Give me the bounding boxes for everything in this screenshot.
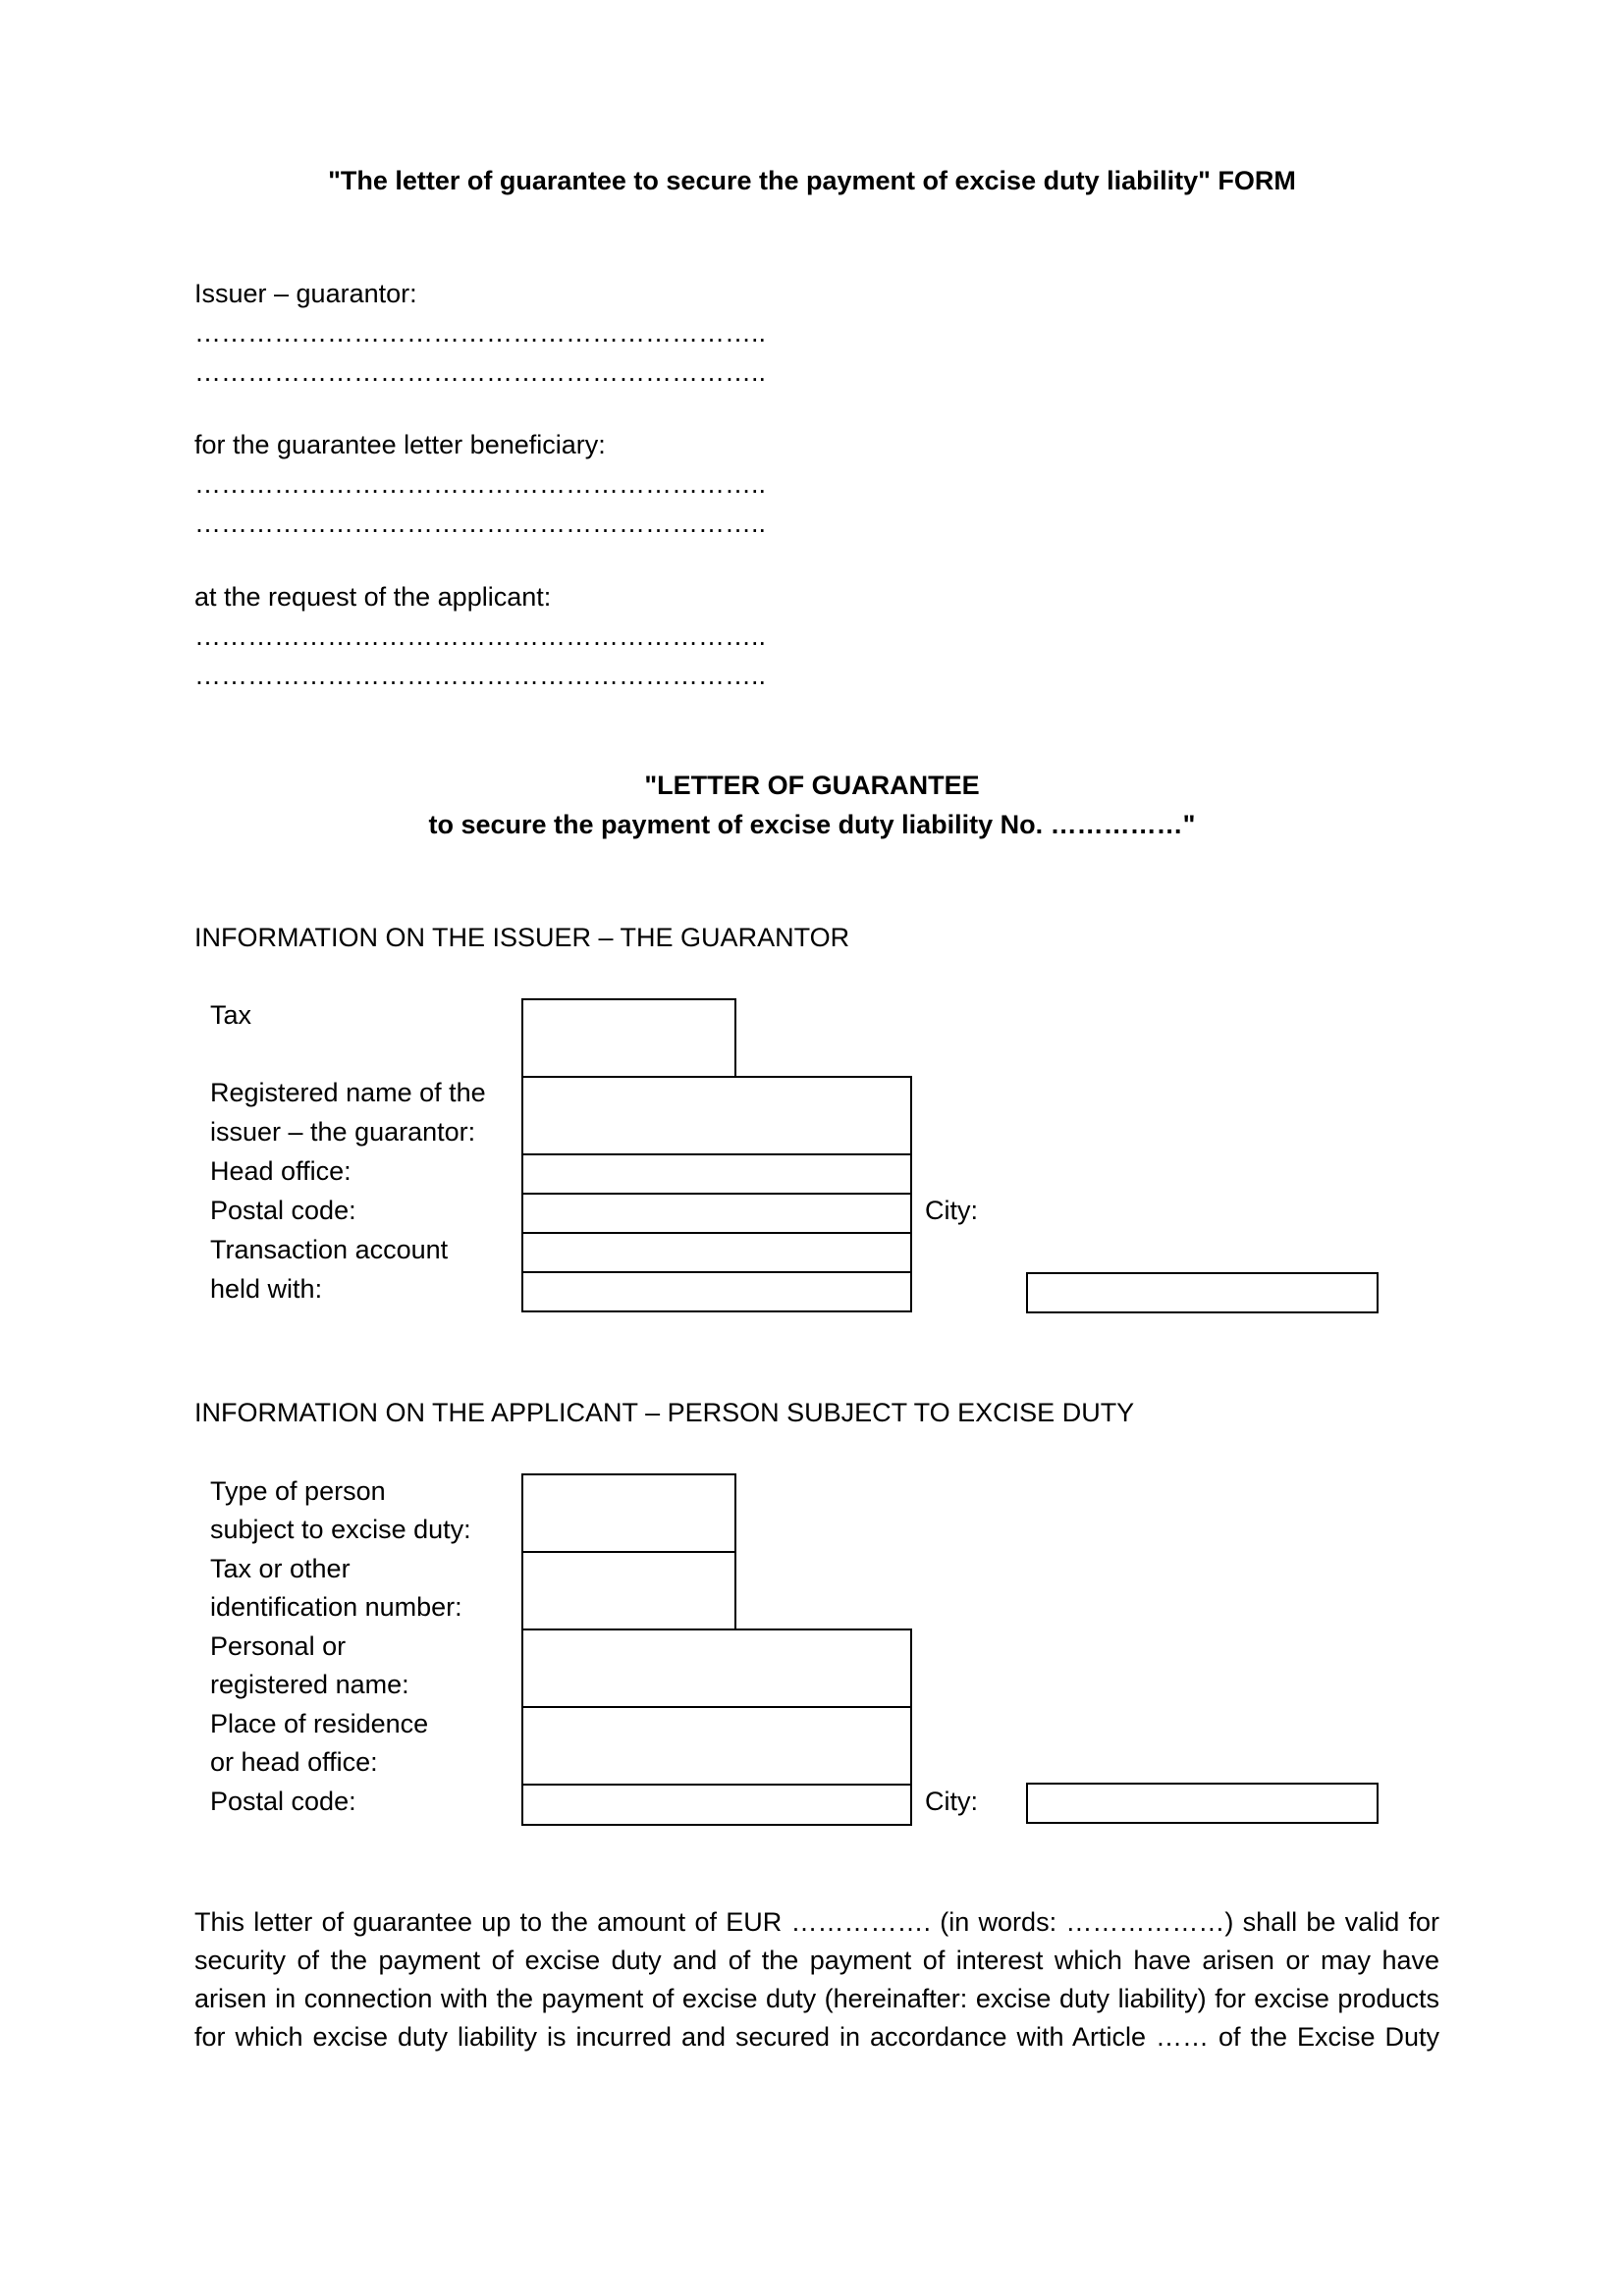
applicant-type-field[interactable] (521, 1473, 736, 1553)
issuer-section-heading: INFORMATION ON THE ISSUER – THE GUARANTOR (194, 923, 850, 952)
applicant-type-label-2: subject to excise duty: (210, 1515, 471, 1544)
applicant-postal-code-field[interactable] (521, 1784, 912, 1826)
applicant-dotted-line-2[interactable]: ……………………………………………………….. (194, 661, 767, 690)
issuer-postal-code-label: Postal code: (210, 1196, 356, 1225)
body-line-2: security of the payment of excise duty and of the payment of interest which have arisen or may have (194, 1946, 1439, 1975)
issuer-postal-code-field[interactable] (521, 1193, 912, 1234)
issuer-tax-field[interactable] (521, 998, 736, 1078)
issuer-name-label-2: issuer – the guarantor: (210, 1117, 476, 1147)
letter-title: "LETTER OF GUARANTEE (644, 771, 980, 800)
applicant-name-label-2: registered name: (210, 1670, 409, 1699)
issuer-tax-label: Tax (210, 1000, 252, 1030)
guarantee-body-paragraph (194, 1903, 1439, 2056)
letter-subtitle: to secure the payment of excise duty liability No. ……………" (428, 810, 1196, 839)
issuer-head-office-label: Head office: (210, 1156, 352, 1186)
applicant-name-label-1: Personal or (210, 1631, 347, 1661)
body-line-4: for which excise duty liability is incurred and secured in accordance with Article …… of the Excise Duty (194, 2022, 1439, 2052)
applicant-section-heading: INFORMATION ON THE APPLICANT – PERSON SUBJECT TO EXCISE DUTY (194, 1398, 1135, 1427)
beneficiary-dotted-line-2[interactable]: ……………………………………………………….. (194, 508, 767, 538)
applicant-name-field[interactable] (521, 1629, 912, 1708)
issuer-account-label-2: held with: (210, 1274, 323, 1304)
body-line-3: arisen in connection with the payment of excise duty (hereinafter: excise duty liability) for excise products (194, 1984, 1439, 2013)
applicant-tax-id-field[interactable] (521, 1551, 736, 1630)
issuer-dotted-line-2[interactable]: ……………………………………………………….. (194, 357, 767, 387)
applicant-city-field[interactable] (1026, 1783, 1379, 1824)
beneficiary-label: for the guarantee letter beneficiary: (194, 430, 606, 459)
issuer-head-office-field[interactable] (521, 1153, 912, 1195)
issuer-account-held-with-field[interactable] (521, 1271, 912, 1312)
issuer-dotted-line-1[interactable]: ……………………………………………………….. (194, 318, 767, 347)
issuer-name-label-1: Registered name of the (210, 1078, 486, 1107)
applicant-postal-code-label: Postal code: (210, 1787, 356, 1816)
applicant-dotted-line-1[interactable]: ……………………………………………………….. (194, 621, 767, 651)
beneficiary-dotted-line-1[interactable]: ……………………………………………………….. (194, 469, 767, 499)
issuer-account-field[interactable] (521, 1232, 912, 1273)
applicant-residence-field[interactable] (521, 1706, 912, 1786)
applicant-request-label: at the request of the applicant: (194, 582, 552, 612)
issuer-account-label-1: Transaction account (210, 1235, 449, 1264)
body-line-1: This letter of guarantee up to the amount of EUR ……………. (in words: ………………) shall be valid for (194, 1907, 1439, 1937)
applicant-tax-id-label-1: Tax or other (210, 1554, 351, 1583)
issuer-guarantor-label: Issuer – guarantor: (194, 279, 417, 308)
issuer-name-field[interactable] (521, 1076, 912, 1155)
applicant-city-label: City: (925, 1787, 978, 1816)
form-title: "The letter of guarantee to secure the payment of excise duty liability" FORM (328, 166, 1296, 195)
applicant-residence-label-2: or head office: (210, 1747, 378, 1777)
applicant-residence-label-1: Place of residence (210, 1709, 429, 1738)
applicant-tax-id-label-2: identification number: (210, 1592, 462, 1622)
applicant-type-label-1: Type of person (210, 1476, 386, 1506)
issuer-city-label: City: (925, 1196, 978, 1225)
issuer-city-field[interactable] (1026, 1272, 1379, 1313)
